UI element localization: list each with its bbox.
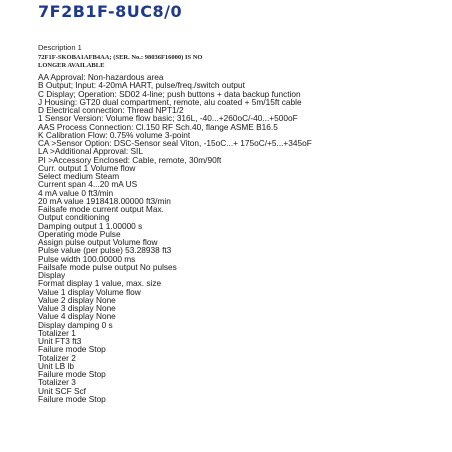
- spec-line: J Housing: GT20 dual compartment, remote, alu coated + 5m/15ft cable: [38, 96, 302, 107]
- spec-line: K Calibration Flow: 0.75% volume 3-point: [38, 129, 191, 140]
- spec-line: PI >Accessory Enclosed: Cable, remote, 30m/90ft: [38, 154, 222, 165]
- spec-line: Display damping 0 s: [38, 319, 113, 330]
- spec-line: 20 mA value 1918418.00000 ft3/min: [38, 195, 171, 206]
- spec-line: Operating mode Pulse: [38, 228, 121, 239]
- specification-list: [38, 73, 312, 403]
- spec-line: Pulse value (per pulse) 53.28938 ft3: [38, 245, 172, 256]
- spec-line: Totalizer 3: [38, 377, 76, 388]
- spec-line: Value 1 display Volume flow: [38, 286, 141, 297]
- spec-line: Failure mode Stop: [38, 369, 106, 379]
- spec-line: Format display 1 value, max. size: [38, 278, 162, 289]
- spec-line: CA >Sensor Option: DSC-Sensor seal Viton, -15oC...+ 175oC/+5...+345oF: [38, 138, 312, 148]
- spec-line: AAS Process Connection: Cl.150 RF Sch.40, flange ASME B16.5: [38, 121, 278, 132]
- product-code-title: 7F2B1F-8UC8/0: [38, 2, 183, 21]
- spec-line: Output conditioning: [38, 212, 110, 223]
- spec-line: Failure mode Stop: [38, 393, 106, 404]
- spec-line: Value 3 display None: [38, 303, 116, 313]
- spec-line: LA >Additional Approval: SIL: [38, 146, 143, 157]
- spec-line: Totalizer 1: [38, 327, 76, 338]
- spec-line: Damping output 1 1.00000 s: [38, 220, 143, 231]
- spec-line: C Display; Operation: SD02 4-line; push buttons + data backup function: [38, 88, 301, 99]
- spec-line: Unit LB lb: [38, 360, 74, 371]
- spec-line: D Electrical connection: Thread NPT1/2: [38, 105, 184, 115]
- description-notice-line-2: LONGER AVAILABLE: [38, 62, 105, 69]
- spec-line: Display: [38, 270, 66, 280]
- spec-line: Curr. output 1 Volume flow: [38, 162, 136, 173]
- spec-line: Failsafe mode current output Max.: [38, 204, 164, 214]
- spec-line: B Output; Input: 4-20mA HART, pulse/freq./switch output: [38, 80, 245, 91]
- spec-line: 1 Sensor Version: Volume flow basic; 316L, -40...+260oC/-40...+500oF: [38, 113, 298, 124]
- description-notice-line-1: 72F1F-SKOBA1AFB4AA; (SER. No.: 98036F16000) IS NO: [38, 54, 203, 61]
- spec-line: Value 4 display None: [38, 311, 116, 322]
- spec-line: 4 mA value 0 ft3/min: [38, 187, 114, 198]
- spec-line: Unit SCF Scf: [38, 385, 86, 396]
- spec-line: Pulse width 100.00000 ms: [38, 253, 136, 264]
- spec-line: Unit FT3 ft3: [38, 336, 82, 346]
- description-heading: Description 1: [38, 43, 82, 52]
- spec-line: Failsafe mode pulse output No pulses: [38, 261, 177, 272]
- spec-line: AA Approval: Non-hazardous area: [38, 72, 164, 82]
- spec-line: Failure mode Stop: [38, 344, 106, 355]
- spec-line: Current span 4...20 mA US: [38, 179, 138, 190]
- spec-line: Totalizer 2: [38, 352, 76, 363]
- spec-line: Assign pulse output Volume flow: [38, 237, 158, 247]
- spec-line: Value 2 display None: [38, 294, 116, 305]
- spec-line: Select medium Steam: [38, 171, 120, 181]
